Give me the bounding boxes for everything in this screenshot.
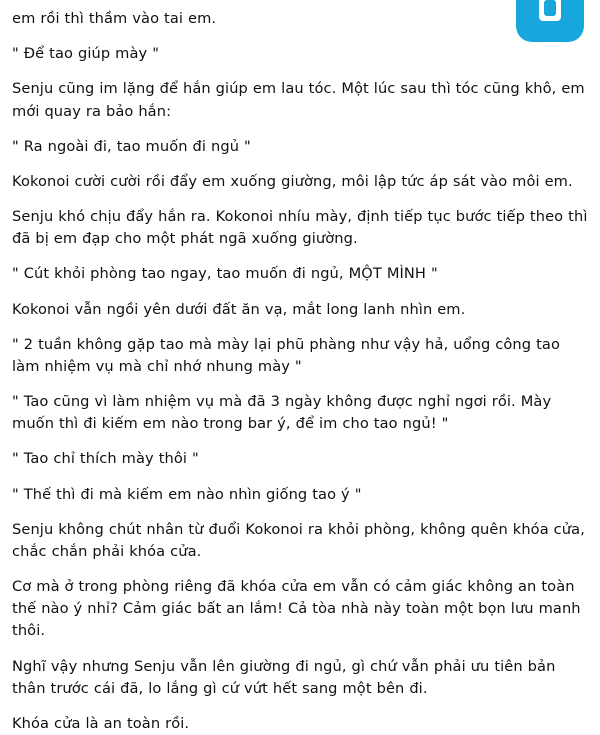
paragraph: " Để tao giúp mày ": [12, 45, 160, 63]
paragraph: Kokonoi cười cười rồi đẩy em xuống giường, môi lập tức áp sát vào môi em.: [12, 172, 573, 190]
paragraph: Senju không chút nhân từ đuổi Kokonoi ra khỏi phòng, không quên khóa cửa, chắc chắn phải khóa cửa.: [12, 520, 585, 560]
paragraph: " 2 tuần không gặp tao mà mày lại phũ phàng như vậy hả, uổng công tao làm nhiệm vụ mà chỉ nhớ nhung mày ": [12, 335, 560, 375]
paragraph: Senju cũng im lặng để hắn giúp em lau tóc. Một lúc sau thì tóc cũng khô, em mới quay ra bảo hắn:: [12, 80, 585, 120]
paragraph: Senju khó chịu đẩy hắn ra. Kokonoi nhíu mày, định tiếp tục bước tiếp theo thì đã bị em đạp cho một phát ngã xuống giường.: [12, 208, 588, 248]
paragraph: Khóa cửa là an toàn rồi.: [12, 714, 190, 732]
paragraph: " Tao chỉ thích mày thôi ": [12, 450, 199, 468]
paragraph: Cơ mà ở trong phòng riêng đã khóa cửa em vẫn có cảm giác không an toàn thế nào ý nhỉ? Cảm giác bất an lắm! Cả tòa nhà này toàn một bọn lưu manh thôi.: [12, 578, 581, 640]
paragraph: Nghĩ vậy nhưng Senju vẫn lên giường đi ngủ, gì chứ vẫn phải ưu tiên bản thân trước cái đã, lo lắng gì cứ vứt hết sang một bên đi.: [12, 657, 556, 697]
paragraph: " Tao cũng vì làm nhiệm vụ mà đã 3 ngày không được nghỉ ngơi rồi. Mày muốn thì đi kiếm em nào trong bar ý, để im cho tao ngủ! ": [12, 393, 552, 433]
paragraph: em rồi thì thầm vào tai em.: [12, 10, 217, 27]
paragraph: " Ra ngoài đi, tao muốn đi ngủ ": [12, 137, 251, 155]
paragraph: " Cút khỏi phòng tao ngay, tao muốn đi ngủ, MỘT MÌNH ": [12, 265, 438, 283]
app-logo-icon[interactable]: [516, 0, 584, 42]
app-logo-glyph: [539, 0, 561, 21]
paragraph: " Thế thì đi mà kiếm em nào nhìn giống tao ý ": [12, 485, 362, 503]
paragraph: Kokonoi vẫn ngồi yên dưới đất ăn vạ, mắt long lanh nhìn em.: [12, 300, 466, 318]
